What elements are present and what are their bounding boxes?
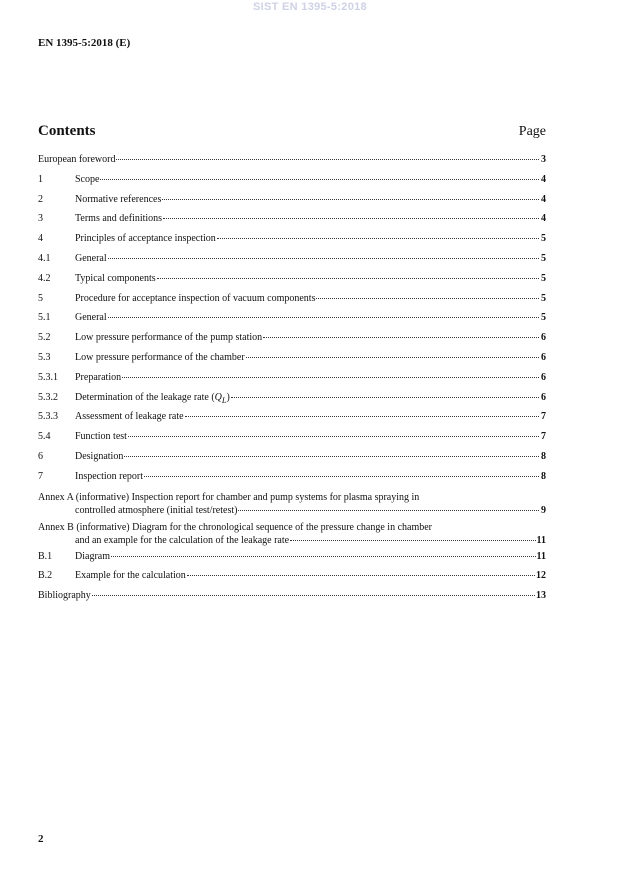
toc-entry-page: 5 <box>541 233 546 245</box>
annex-b-line-1: Annex B (informative) Diagram for the chronological sequence of the pressure change in chamber <box>38 521 433 533</box>
contents-title: Contents <box>38 123 96 139</box>
toc-entry-annex-b[interactable] <box>38 521 546 547</box>
toc-entry-annex-a[interactable] <box>38 491 546 517</box>
toc-entry-number: 5.3.1 <box>38 371 58 383</box>
dot-leader <box>100 179 539 180</box>
toc-entry-page: 4 <box>541 173 546 185</box>
toc-entry-number: 5.3.2 <box>38 391 58 403</box>
toc-entry-number: 5.2 <box>38 332 51 344</box>
toc-entry-number: 5.3 <box>38 351 51 363</box>
dot-leader <box>144 476 539 477</box>
page-number: 2 <box>38 833 44 845</box>
dot-leader <box>108 258 539 259</box>
page-column-label: Page <box>518 124 546 139</box>
toc-entry[interactable] <box>38 471 546 491</box>
toc-entry-title: Bibliography <box>38 590 91 602</box>
toc-entry-title <box>75 392 230 405</box>
toc-entry[interactable] <box>38 551 546 571</box>
dot-leader <box>246 357 539 358</box>
dot-leader <box>316 298 539 299</box>
toc-entry-number: 5.4 <box>38 431 51 443</box>
toc-entry-page: 5 <box>541 292 546 304</box>
toc-entry[interactable] <box>38 253 546 273</box>
toc-entry-number: 5.1 <box>38 312 51 324</box>
toc-entry-page: 6 <box>541 371 546 383</box>
toc-entry-page: 4 <box>541 193 546 205</box>
toc-entry-number: 4 <box>38 233 43 245</box>
toc-entry[interactable] <box>38 332 546 352</box>
toc-entry-title: Assessment of leakage rate <box>75 411 184 423</box>
toc-entry-title: Procedure for acceptance inspection of vacuum components <box>75 292 316 304</box>
toc-entry-title-close: ) <box>226 391 230 403</box>
toc-entry-title: Diagram <box>75 550 110 562</box>
toc-entry-title: Designation <box>75 450 124 462</box>
toc-entry-title: Example for the calculation <box>75 570 186 582</box>
dot-leader <box>116 159 539 160</box>
toc-entry-title: Low pressure performance of the pump station <box>75 332 263 344</box>
dot-leader <box>163 218 539 219</box>
toc-entry-title: Function test <box>75 431 127 443</box>
toc-entry-page: 11 <box>536 534 546 546</box>
toc-entry-title: Principles of acceptance inspection <box>75 233 216 245</box>
toc-entry-number: 3 <box>38 213 43 225</box>
dot-leader <box>108 317 539 318</box>
table-of-contents <box>38 154 546 610</box>
toc-entry-page: 6 <box>541 332 546 344</box>
toc-entry-title: Inspection report <box>75 470 144 482</box>
toc-entry-title: Typical components <box>75 272 156 284</box>
toc-entry[interactable] <box>38 174 546 194</box>
document-header: EN 1395-5:2018 (E) <box>38 37 131 49</box>
toc-entry[interactable] <box>38 431 546 451</box>
toc-entry-page: 4 <box>541 213 546 225</box>
toc-entry-title: Low pressure performance of the chamber <box>75 351 245 363</box>
math-symbol-q: Q <box>214 391 222 403</box>
toc-entry-title-text: Determination of the leakage rate ( <box>75 391 215 403</box>
toc-entry[interactable] <box>38 233 546 253</box>
toc-entry-page: 9 <box>541 504 546 516</box>
toc-entry-title: General <box>75 312 107 324</box>
toc-entry-page: 6 <box>541 351 546 363</box>
dot-leader <box>187 575 535 576</box>
dot-leader <box>263 337 539 338</box>
dot-leader <box>128 436 539 437</box>
toc-entry-title: Preparation <box>75 371 122 383</box>
dot-leader <box>124 456 539 457</box>
toc-entry[interactable] <box>38 570 546 590</box>
toc-entry[interactable] <box>38 392 546 412</box>
toc-entry-page: 7 <box>541 431 546 443</box>
toc-entry-title: Terms and definitions <box>75 213 163 225</box>
toc-entry[interactable] <box>38 372 546 392</box>
toc-entry-number: 2 <box>38 193 43 205</box>
toc-entry-page: 5 <box>541 252 546 264</box>
toc-entry-page: 12 <box>536 570 546 582</box>
toc-entry-number: 6 <box>38 450 43 462</box>
dot-leader <box>111 556 536 557</box>
toc-entry-page: 5 <box>541 312 546 324</box>
toc-entry[interactable] <box>38 352 546 372</box>
dot-leader <box>231 397 539 398</box>
dot-leader <box>238 510 539 511</box>
toc-entry[interactable] <box>38 213 546 233</box>
toc-entry[interactable] <box>38 411 546 431</box>
toc-entry-number: 1 <box>38 173 43 185</box>
dot-leader <box>157 278 539 279</box>
toc-entry-number: 5 <box>38 292 43 304</box>
toc-entry-page: 8 <box>541 470 546 482</box>
toc-entry-number: B.1 <box>38 550 53 562</box>
dot-leader <box>185 416 539 417</box>
dot-leader <box>217 238 539 239</box>
toc-entry-number: 4.1 <box>38 252 51 264</box>
toc-entry-page: 3 <box>541 154 546 165</box>
toc-entry-title: Scope <box>75 173 100 185</box>
toc-entry[interactable] <box>38 194 546 214</box>
toc-entry-number: 7 <box>38 470 43 482</box>
math-subscript-l: L <box>221 395 227 405</box>
toc-entry-number: 5.3.3 <box>38 411 58 423</box>
annex-b-line-2: and an example for the calculation of the leakage rate <box>75 534 290 546</box>
dot-leader <box>122 377 539 378</box>
toc-entry-title: European foreword <box>38 154 116 165</box>
annex-a-line-2: controlled atmosphere (initial test/retest) <box>75 504 238 516</box>
toc-entry-page: 11 <box>536 550 546 562</box>
toc-entry-number: 4.2 <box>38 272 51 284</box>
toc-entry[interactable] <box>38 273 546 293</box>
toc-entry-page: 7 <box>541 411 546 423</box>
dot-leader <box>92 595 535 596</box>
toc-entry[interactable] <box>38 590 546 610</box>
toc-entry-title: General <box>75 252 107 264</box>
watermark: SIST EN 1395-5:2018 <box>253 1 367 13</box>
toc-entry-page: 8 <box>541 450 546 462</box>
toc-entry-title: Normative references <box>75 193 162 205</box>
toc-entry[interactable] <box>38 154 546 174</box>
toc-entry-page: 6 <box>541 391 546 403</box>
toc-entry-number: B.2 <box>38 570 53 582</box>
annex-a-line-1: Annex A (informative) Inspection report for chamber and pump systems for plasma spraying in <box>38 491 420 503</box>
contents-heading-row <box>38 123 546 140</box>
toc-entry-page: 5 <box>541 272 546 284</box>
toc-entry-page: 13 <box>536 590 546 602</box>
toc-entry[interactable] <box>38 451 546 471</box>
toc-entry[interactable] <box>38 293 546 313</box>
dot-leader <box>162 199 539 200</box>
toc-entry[interactable] <box>38 312 546 332</box>
dot-leader <box>290 540 535 541</box>
